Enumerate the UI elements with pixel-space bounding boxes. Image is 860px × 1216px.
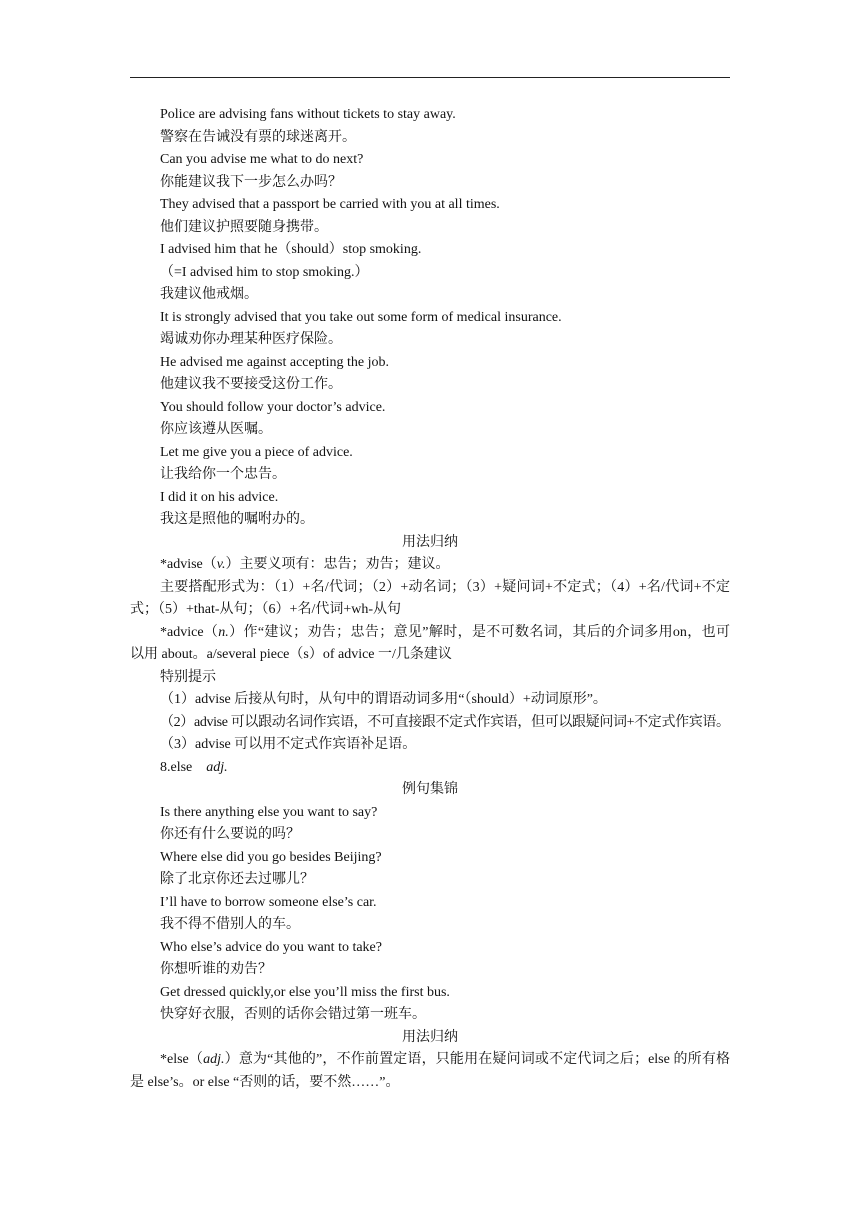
example-line: You should follow your doctor’s advice. xyxy=(160,399,386,415)
usage-advice-noun xyxy=(130,622,730,667)
section-heading: 用法归纳 xyxy=(402,534,458,550)
entry-label: 8.else xyxy=(160,759,193,775)
example-line: 他们建议护照要随身携带。 xyxy=(160,219,328,235)
example-line: I did it on his advice. xyxy=(160,489,279,505)
example-line: 快穿好衣服，否则的话你会错过第一班车。 xyxy=(160,1007,426,1022)
entry-heading xyxy=(130,757,730,780)
header-rule xyxy=(130,77,730,78)
example-line: Is there anything else you want to say? xyxy=(160,804,378,820)
section-heading: 用法归纳 xyxy=(402,1029,458,1045)
example-line: I advised him that he（should）stop smoking. xyxy=(160,242,422,257)
usage-patterns: 主要搭配形式为：（1）+名/代词；（2）+动名词；（3）+疑问词+不定式；（4）+名/代词+不定式；（5）+that-从句；（6）+名/代词+wh-从句 xyxy=(130,579,730,617)
section-heading: 例句集锦 xyxy=(402,782,458,797)
usage-text: *advise（ xyxy=(160,557,217,572)
example-line: 我这是照他的嘱咐办的。 xyxy=(160,512,314,527)
pos-abbr: n. xyxy=(218,624,229,640)
example-line: 他建议我不要接受这份工作。 xyxy=(160,377,342,392)
example-line: 让我给你一个忠告。 xyxy=(160,467,286,482)
pos-abbr: adj. xyxy=(206,759,228,775)
example-line: （=I advised him to stop smoking.） xyxy=(160,264,369,280)
usage-text: ）意为“其他的”，不作前置定语，只能用在疑问词或不定代词之后；else 的所有格是 else’s。or else “否则的话，要不然……”。 xyxy=(130,1052,731,1090)
usage-advise-verb xyxy=(130,554,730,577)
example-line: Where else did you go besides Beijing? xyxy=(160,849,382,865)
example-line: 我不得不借别人的车。 xyxy=(160,917,300,932)
example-line: Get dressed quickly,or else you’ll miss the first bus. xyxy=(160,984,450,1000)
example-line: 你想听谁的劝告？ xyxy=(160,962,272,977)
usage-text: ）主要义项有：忠告；劝告；建议。 xyxy=(225,557,450,572)
example-line: 你能建议我下一步怎么办吗？ xyxy=(160,174,342,190)
usage-text: *advice（ xyxy=(160,624,219,640)
pos-abbr: v. xyxy=(216,557,226,572)
example-line: I’ll have to borrow someone else’s car. xyxy=(160,894,377,910)
example-line: It is strongly advised that you take out some form of medical insurance. xyxy=(160,309,562,325)
example-line: Can you advise me what to do next? xyxy=(160,152,364,167)
document-body xyxy=(130,104,730,1094)
tip-title: 特别提示 xyxy=(160,669,216,685)
example-line: 你还有什么要说的吗？ xyxy=(160,827,300,842)
usage-else xyxy=(130,1049,730,1094)
pos-abbr: adj. xyxy=(203,1052,225,1067)
example-line: They advised that a passport be carried with you at all times. xyxy=(160,197,500,212)
example-line: Let me give you a piece of advice. xyxy=(160,444,353,460)
example-line: 除了北京你还去过哪儿？ xyxy=(160,872,314,887)
example-line: Who else’s advice do you want to take? xyxy=(160,939,382,955)
usage-text: ）作“建议；劝告；忠告；意见”解时，是不可数名词，其后的介词多用on，也可以用 about。a/several piece（s）of advice 一/几条建议 xyxy=(130,624,730,662)
example-line: 警察在告诫没有票的球迷离开。 xyxy=(160,129,356,145)
tip-item: （2）advise 可以跟动名词作宾语，不可直接跟不定式作宾语，但可以跟疑问词+不定式作宾语。 xyxy=(160,714,730,730)
example-line: 竭诚劝你办理某种医疗保险。 xyxy=(160,332,342,347)
example-line: Police are advising fans without tickets to stay away. xyxy=(160,107,456,122)
usage-text: *else（ xyxy=(160,1052,204,1067)
tip-item: （1）advise 后接从句时，从句中的谓语动词多用“（should）+动词原形”。 xyxy=(160,692,607,707)
tip-item: （3）advise 可以用不定式作宾语补足语。 xyxy=(160,737,417,752)
example-line: 你应该遵从医嘱。 xyxy=(160,422,272,437)
example-line: He advised me against accepting the job. xyxy=(160,354,389,370)
example-line: 我建议他戒烟。 xyxy=(160,287,258,302)
